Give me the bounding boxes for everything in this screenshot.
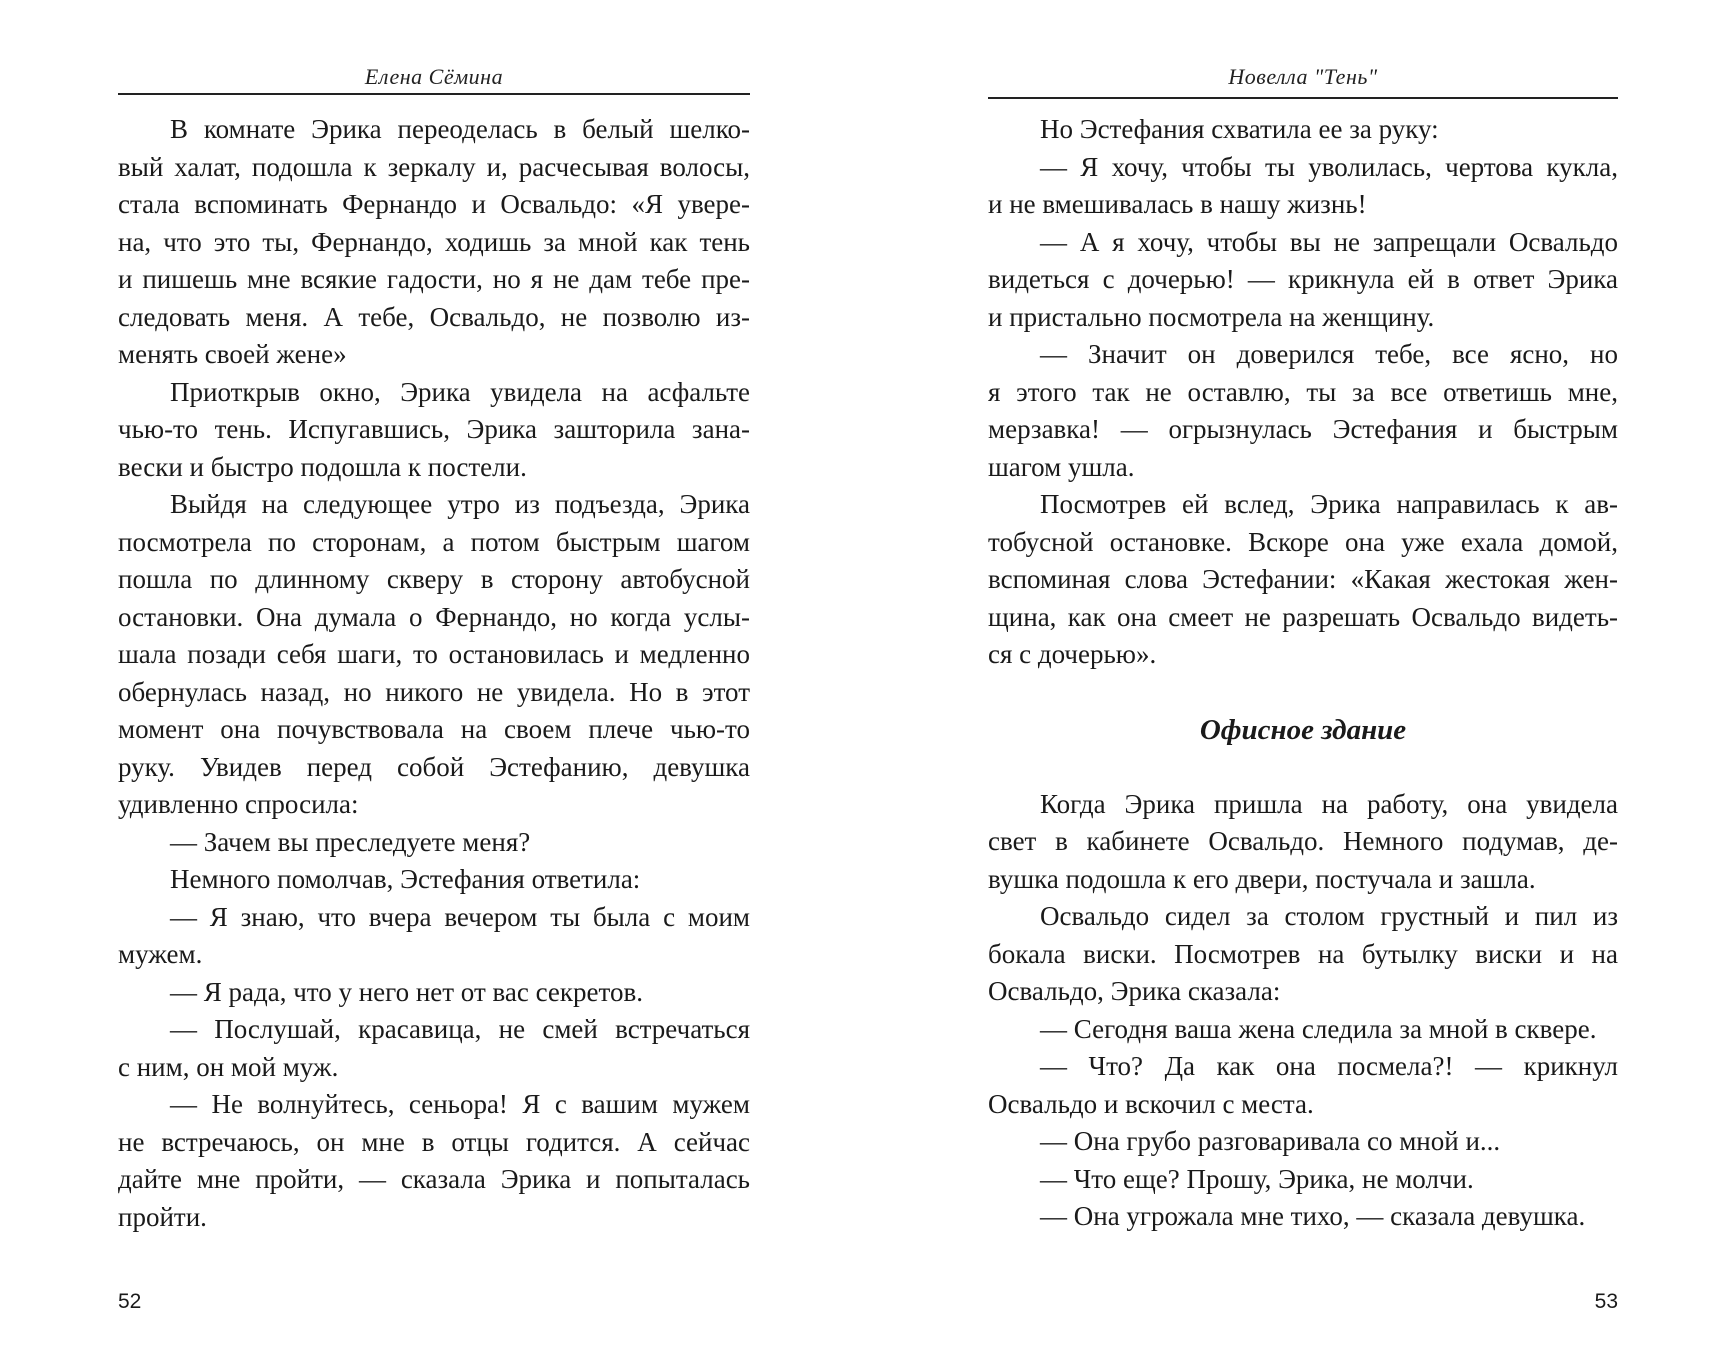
text-line: пройти. <box>118 1201 207 1232</box>
text-line: чью-то тень. Испугавшись, Эрика зашторила зана- <box>118 414 750 444</box>
text-line: — Зачем вы преследуете меня? <box>170 826 531 857</box>
text-line: мужем. <box>118 939 203 969</box>
text-line: следовать меня. А тебе, Освальдо, не позволю из- <box>118 301 750 332</box>
text-line: на, что это ты, Фернандо, ходишь за мной как тень <box>118 226 750 257</box>
text-line: менять своей жене» <box>118 339 347 369</box>
text-line: и не вмешивалась в нашу жизнь! <box>988 189 1367 219</box>
text-line: я этого так не оставлю, ты за все ответишь мне, <box>988 376 1618 407</box>
section-heading: Офисное здание <box>1199 713 1407 746</box>
text-line: мерзавка! — огрызнулась Эстефания и быстрым <box>988 414 1618 444</box>
text-line: ся с дочерью». <box>988 639 1157 669</box>
text-line: — Я знаю, что вчера вечером ты была с моим <box>170 901 750 932</box>
text-line: Приоткрыв окно, Эрика увидела на асфальте <box>170 376 750 407</box>
text-line: Но Эстефания схватила ее за руку: <box>1040 114 1439 144</box>
page-body <box>118 111 750 1236</box>
text-line: остановки. Она думала о Фернандо, но когда услы- <box>118 601 750 632</box>
text-line: обернулась назад, но никого не увидела. Но в этот <box>118 676 750 707</box>
text-line: — Послушай, красавица, не смей встречаться <box>170 1014 750 1044</box>
text-line: и пишешь мне всякие гадости, но я не дам тебе пре- <box>118 264 750 294</box>
text-line: вспоминая слова Эстефании: «Какая жестокая жен- <box>988 564 1618 594</box>
text-line: — Я хочу, чтобы ты уволилась, чертова кукла, <box>1040 151 1618 182</box>
text-line: удивленно спросила: <box>118 789 359 819</box>
text-line: Освальдо и вскочил с места. <box>988 1088 1314 1119</box>
left-page <box>118 0 750 1371</box>
text-line: Освальдо, Эрика сказала: <box>988 976 1281 1006</box>
text-line: — Она угрожала мне тихо, — сказала девушка. <box>1040 1201 1586 1231</box>
page-body <box>988 111 1618 1236</box>
right-page <box>988 0 1618 1371</box>
text-line: стала вспоминать Фернандо и Освальдо: «Я увере- <box>118 189 750 219</box>
text-line: — А я хочу, чтобы вы не запрещали Освальдо <box>1040 226 1618 257</box>
text-line: — Что еще? Прошу, Эрика, не молчи. <box>1040 1163 1474 1194</box>
header-rule <box>988 97 1618 99</box>
text-line: шагом ушла. <box>988 451 1135 482</box>
text-line: руку. Увидев перед собой Эстефанию, девушка <box>118 751 750 782</box>
page-number: 53 <box>1594 1290 1618 1313</box>
text-line: щина, как она смеет не разрешать Освальдо видеть- <box>988 601 1618 632</box>
text-line: — Я рада, что у него нет от вас секретов. <box>170 976 643 1007</box>
text-line: — Сегодня ваша жена следила за мной в сквере. <box>1040 1013 1597 1044</box>
text-line: вый халат, подошла к зеркалу и, расчесывая волосы, <box>118 151 750 182</box>
text-line: шала позади себя шаги, то остановилась и медленно <box>118 639 750 669</box>
text-line: В комнате Эрика переоделась в белый шелко- <box>170 114 750 144</box>
text-line: свет в кабинете Освальдо. Немного подумав, де- <box>988 826 1618 856</box>
text-line: — Не волнуйтесь, сеньора! Я с вашим мужем <box>170 1089 750 1119</box>
text-line: — Она грубо разговаривала со мной и... <box>1040 1126 1501 1156</box>
text-line: — Что? Да как она посмела?! — крикнул <box>1040 1051 1618 1081</box>
text-line: — Значит он доверился тебе, все ясно, но <box>1040 339 1618 369</box>
text-line: видеться с дочерью! — крикнула ей в ответ Эрика <box>988 264 1618 294</box>
text-line: Освальдо сидел за столом грустный и пил из <box>1040 901 1618 931</box>
text-line: вушка подошла к его двери, постучала и зашла. <box>988 863 1536 894</box>
text-line: Когда Эрика пришла на работу, она увидела <box>1040 788 1618 819</box>
text-line: пошла по длинному скверу в сторону автобусной <box>118 564 750 594</box>
text-line: бокала виски. Посмотрев на бутылку виски и на <box>988 938 1618 969</box>
running-head-title: Новелла "Тень" <box>1228 64 1378 89</box>
header-rule <box>118 93 750 95</box>
text-line: Посмотрев ей вслед, Эрика направилась к ав- <box>1040 489 1618 519</box>
text-line: посмотрела по сторонам, а потом быстрым шагом <box>118 526 750 557</box>
page-number: 52 <box>118 1290 142 1313</box>
text-line: вески и быстро подошла к постели. <box>118 451 527 482</box>
text-line: тобусной остановке. Вскоре она уже ехала домой, <box>988 526 1618 557</box>
text-line: с ним, он мой муж. <box>118 1051 339 1082</box>
text-line: Выйдя на следующее утро из подъезда, Эрика <box>170 489 750 519</box>
text-line: момент она почувствовала на своем плече чью-то <box>118 714 750 744</box>
running-head-author: Елена Сёмина <box>364 64 504 89</box>
text-line: дайте мне пройти, — сказала Эрика и попыталась <box>118 1164 750 1194</box>
text-line: и пристально посмотрела на женщину. <box>988 301 1435 332</box>
text-line: Немного помолчав, Эстефания ответила: <box>170 864 641 894</box>
text-line: не встречаюсь, он мне в отцы годится. А сейчас <box>118 1126 750 1157</box>
